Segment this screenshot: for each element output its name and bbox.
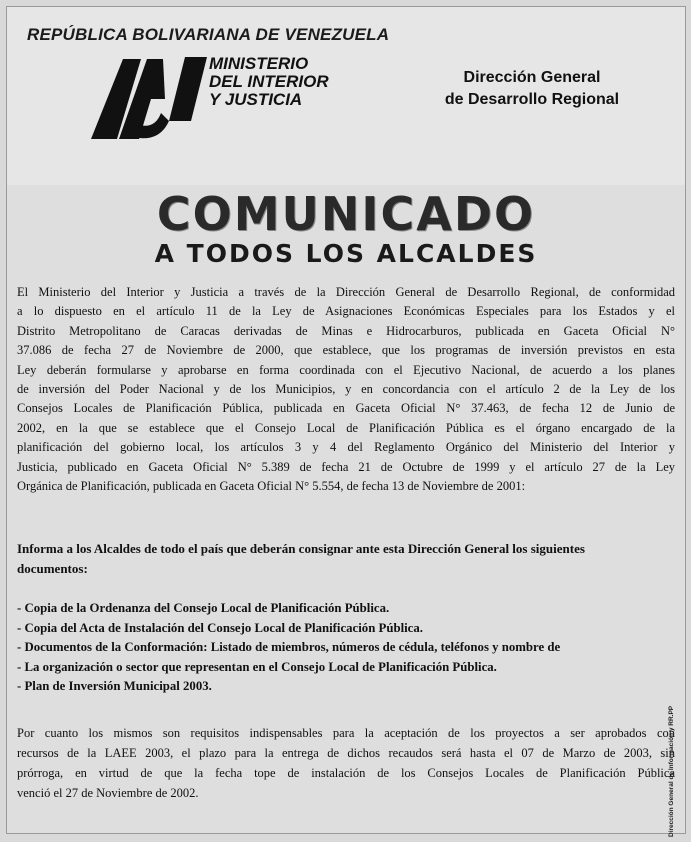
body-paragraph: [17, 283, 675, 496]
side-credit: [668, 697, 682, 837]
closing-line: recursos de la LAEE 2003, el plazo para la entrega de dichos recaudos será hasta el 07 de Marzo de 2003, sin: [17, 746, 675, 760]
body-line: Consejos Locales de Planificación Pública, publicada en Gaceta Oficial N° 37.463, de fecha 12 de Junio de: [17, 401, 675, 416]
list-item: - Copia de la Ordenanza del Consejo Local de Planificación Pública.: [17, 601, 390, 615]
ministry-line: DEL INTERIOR: [209, 72, 329, 91]
body-line: a lo dispuesto en el artículo 11 de la Ley de Asignaciones Económicas Especiales para los Estados y el: [17, 304, 675, 319]
direccion-line: de Desarrollo Regional: [444, 91, 620, 108]
direccion-line: Dirección General: [463, 69, 601, 86]
page-title: COMUNICADO: [156, 187, 536, 241]
body-line: El Ministerio del Interior y Justicia a través de la Dirección General de Desarrollo Regional, de conformidad: [17, 285, 675, 299]
body-line: Orgánica de Planificación, publicada en Gaceta Oficial N° 5.554, de fecha 13 de Noviembre de 2001:: [17, 479, 526, 494]
closing-line: Por cuanto los mismos son requisitos indispensables para la aceptación de los proyectos a ser aprobados con: [17, 726, 675, 740]
list-item: - La organización o sector que representan en el Consejo Local de Planificación Pública.: [17, 659, 497, 674]
ministry-name: [209, 55, 329, 109]
informa-line: documentos:: [17, 561, 88, 576]
republica-heading: REPÚBLICA BOLIVARIANA DE VENEZUELA: [27, 25, 390, 44]
closing-line: venció el 27 de Noviembre de 2002.: [17, 786, 199, 800]
informa-line: Informa a los Alcaldes de todo el país que deberán consignar ante esta Dirección General los siguientes: [17, 541, 585, 556]
informa-paragraph: [17, 539, 667, 579]
side-credit-text: Dirección General de Información y RR.PP: [668, 705, 675, 837]
documents-list: [17, 599, 667, 697]
direccion-heading: [417, 67, 647, 111]
list-item: - Plan de Inversión Municipal 2003.: [17, 679, 212, 694]
ministry-line: MINISTERIO: [209, 54, 309, 73]
body-line: 37.086 de fecha 27 de Noviembre de 2000, que establece, que los programas de inversión previstos en esta: [17, 343, 675, 358]
body-line: Ley deberán formularse y aprobarse en forma coordinada con el Ejecutivo Nacional, de acuerdo a los planes: [17, 362, 675, 377]
page-subtitle: A TODOS LOS ALCALDES: [154, 239, 538, 268]
body-line: Distrito Metropolitano de Caracas derivadas de Minas e Hidrocarburos, publicada en Gaceta Oficial N°: [17, 323, 675, 338]
ministry-line: Y JUSTICIA: [209, 90, 303, 109]
body-line: planificación del gobierno local, los artículos 3 y 4 del Reglamento Orgánico del Ministerio del Interior y: [17, 440, 675, 455]
closing-paragraph: [17, 723, 675, 803]
communique-page: [6, 6, 686, 837]
closing-line: prórroga, en virtud de que la fecha tope de instalación de los Consejos Locales de Planificación Pública: [17, 766, 675, 780]
body-line: de inversión del Poder Nacional y de los Municipios, y en concordancia con el artículo 2 de la Ley de los: [17, 382, 675, 397]
body-line: 2002, en la que se establece que el Consejo Local de Planificación Pública es el órgano encargado de la: [17, 420, 675, 435]
list-item: - Copia del Acta de Instalación del Consejo Local de Planificación Pública.: [17, 620, 423, 635]
body-line: Justicia, publicado en Gaceta Oficial N° 5.389 de fecha 21 de Octubre de 1999 y el artículo 27 de la Ley: [17, 459, 675, 474]
mij-logo-icon: [89, 51, 219, 143]
list-item: - Documentos de la Conformación: Listado de miembros, números de cédula, teléfonos y nombre de: [17, 640, 561, 655]
